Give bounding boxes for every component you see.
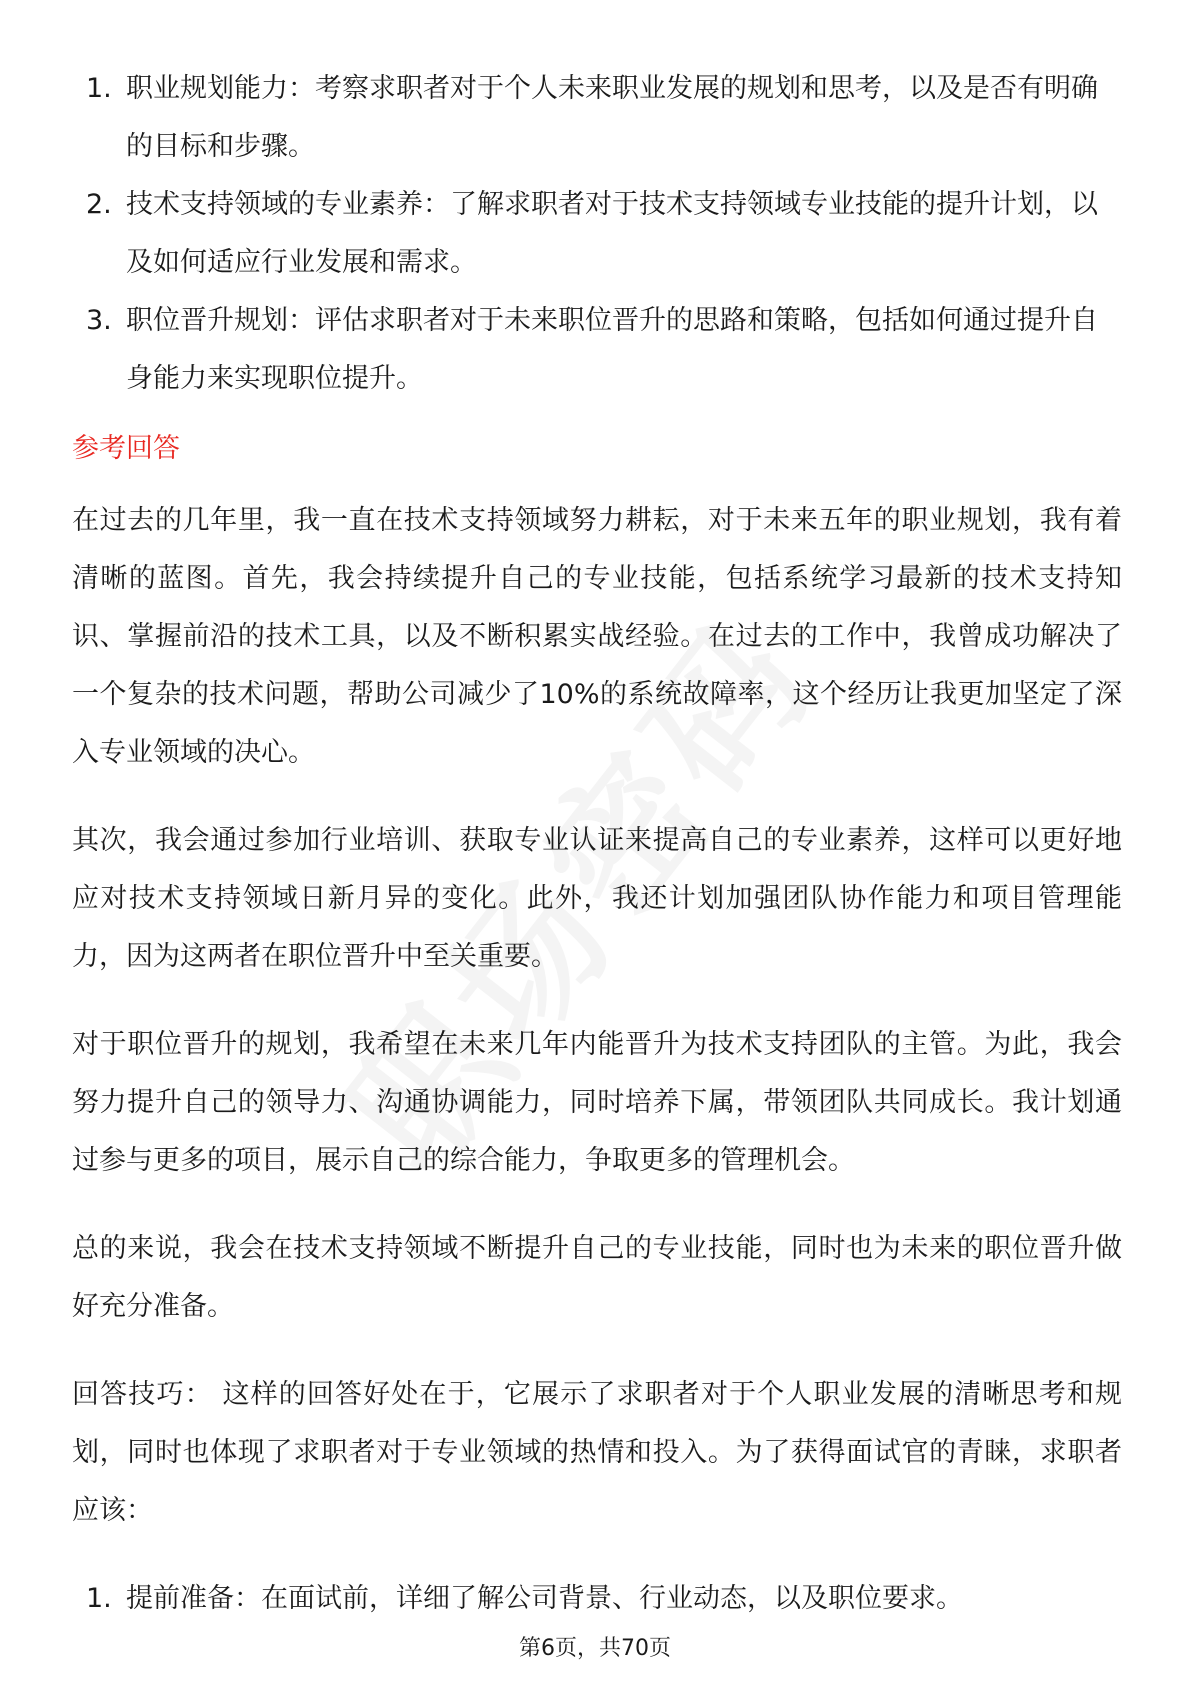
list-item-text: 职业规划能力：考察求职者对于个人未来职业发展的规划和思考，以及是否有明确的目标和步骤。 [126, 73, 1098, 162]
answer-paragraph: 总的来说，我会在技术支持领域不断提升自己的专业技能，同时也为未来的职位晋升做好充分准备。 [72, 1233, 1122, 1322]
page-number-footer: 第6页，共70页 [519, 1636, 671, 1661]
list-item [72, 176, 1122, 292]
list-item-number: 2. [86, 189, 112, 220]
evaluation-points-list [72, 60, 1122, 408]
list-item [72, 292, 1122, 408]
list-item-text: 职位晋升规划：评估求职者对于未来职位晋升的思路和策略，包括如何通过提升自身能力来实现职位提升。 [126, 305, 1098, 394]
list-item-number: 3. [86, 305, 112, 336]
list-item [72, 1570, 1122, 1628]
reference-answer-heading: 参考回答 [72, 433, 180, 464]
answer-tips-paragraph: 回答技巧： 这样的回答好处在于，它展示了求职者对于个人职业发展的清晰思考和规划，同时也体现了求职者对于专业领域的热情和投入。为了获得面试官的青睐，求职者应该： [72, 1379, 1122, 1526]
list-item-text: 提前准备：在面试前，详细了解公司背景、行业动态，以及职位要求。 [126, 1583, 963, 1614]
list-item-text: 技术支持领域的专业素养：了解求职者对于技术支持领域专业技能的提升计划，以及如何适应行业发展和需求。 [126, 189, 1098, 278]
list-item-number: 1. [86, 73, 112, 104]
answer-paragraph: 对于职位晋升的规划，我希望在未来几年内能晋升为技术支持团队的主管。为此，我会努力提升自己的领导力、沟通协调能力，同时培养下属，带领团队共同成长。我计划通过参与更多的项目，展示自己的综合能力，争取更多的管理机会。 [72, 1029, 1122, 1176]
answer-paragraph: 在过去的几年里，我一直在技术支持领域努力耕耘，对于未来五年的职业规划，我有着清晰的蓝图。首先，我会持续提升自己的专业技能，包括系统学习最新的技术支持知识、掌握前沿的技术工具，以及不断积累实战经验。在过去的工作中，我曾成功解决了一个复杂的技术问题，帮助公司减少了10%的系统故障率，这个经历让我更加坚定了深入专业领域的决心。 [72, 505, 1122, 768]
tips-list [72, 1570, 1122, 1628]
answer-paragraph: 其次，我会通过参加行业培训、获取专业认证来提高自己的专业素养，这样可以更好地应对技术支持领域日新月异的变化。此外，我还计划加强团队协作能力和项目管理能力，因为这两者在职位晋升中至关重要。 [72, 825, 1122, 972]
page-content [72, 60, 1122, 1628]
list-item [72, 60, 1122, 176]
list-item-number: 1. [86, 1583, 112, 1614]
